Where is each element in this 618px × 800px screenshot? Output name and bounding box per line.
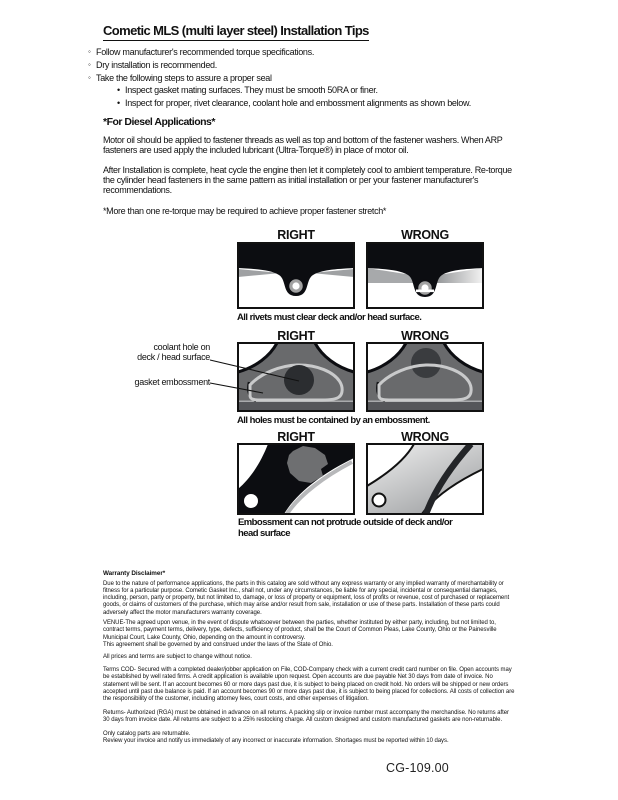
list-item xyxy=(117,84,528,97)
page-code: CG-109.00 xyxy=(386,761,449,775)
fine-print-paragraph: Only catalog parts are returnable. xyxy=(103,730,191,737)
paragraph: Motor oil should be applied to fastener threads as well as top and bottom of the fastener washers. When ARP fasteners are used apply the included lubricant (Ultra-Torque®) in place of motor oil. xyxy=(103,135,503,156)
embossment-inside-deck-illustration xyxy=(237,443,355,515)
gasket-embossment-label: gasket embossment xyxy=(134,377,210,387)
paragraph: *More than one re-torque may be required to achieve proper fastener stretch* xyxy=(103,206,387,217)
rivet-right-diagram xyxy=(237,242,355,309)
list-item xyxy=(88,72,528,85)
embossment-wrong-diagram xyxy=(366,342,484,412)
list-item xyxy=(88,59,528,72)
filled-bullet-icon: • xyxy=(117,98,120,109)
right-label: RIGHT xyxy=(277,329,315,343)
diesel-applications-section xyxy=(103,116,517,226)
warranty-disclaimer-section xyxy=(103,570,517,745)
open-bullet-icon: ◦ xyxy=(88,47,91,56)
fine-print-paragraph: VENUE-The agreed upon venue, in the event of dispute whatsoever between the parties, whether instituted by either party, including, but not limited to, contract terms, payment terms, delivery, type, defects, sufficiency of product, shall be the Court of Common Pleas, Lake County, Ohio or the Painesville Municipal Court, Lake County, Ohio, depending on the amount in controversy. xyxy=(103,620,497,641)
right-label: RIGHT xyxy=(277,228,315,242)
diagram-caption: All rivets must clear deck and/or head surface. xyxy=(237,312,422,323)
diagram-caption: All holes must be contained by an embossment. xyxy=(237,415,430,426)
disclaimer-heading: Warranty Disclaimer* xyxy=(103,570,166,577)
tip-text: Inspect gasket mating surfaces. They must be smooth 50RA or finer. xyxy=(125,85,378,96)
rivet-on-deck-illustration xyxy=(366,242,484,309)
diagram-caption: Embossment can not protrude outside of deck and/or head surface xyxy=(238,517,453,539)
filled-bullet-icon: • xyxy=(117,85,120,96)
open-bullet-icon: ◦ xyxy=(88,72,91,82)
tip-text: Follow manufacturer's recommended torque specifications. xyxy=(96,47,315,57)
right-label: RIGHT xyxy=(277,430,315,444)
tip-text: Dry installation is recommended. xyxy=(96,59,217,70)
wrong-label: WRONG xyxy=(401,329,449,343)
fine-print-paragraph: Returns- Authorized (RGA) must be obtained in advance on all returns. A packing slip or invoice number must accompany the merchandise. No returns after 30 days from invoice date. All returns are subject to a 25% restocking charge. All custom designed and custom manufactured gaskets are non-returnable. xyxy=(103,709,509,723)
wrong-label: WRONG xyxy=(401,228,449,242)
coolant-hole-label: coolant hole on deck / head surface xyxy=(137,342,210,362)
tip-text: Inspect for proper, rivet clearance, coolant hole and embossment alignments as shown below. xyxy=(125,98,471,109)
tip-text: Take the following steps to assure a proper seal xyxy=(96,72,272,83)
installation-tips-list xyxy=(88,46,528,110)
protrude-wrong-diagram xyxy=(366,443,484,515)
fine-print-paragraph: All prices and terms are subject to change without notice. xyxy=(103,653,252,660)
open-bullet-icon: ◦ xyxy=(88,59,91,69)
rivet-clear-deck-illustration xyxy=(237,242,355,309)
section-heading: *For Diesel Applications* xyxy=(103,116,215,128)
protrude-right-diagram xyxy=(237,443,355,515)
embossment-right-diagram xyxy=(237,342,355,412)
rivet-wrong-diagram xyxy=(366,242,484,309)
embossment-protruding-illustration xyxy=(366,443,484,515)
hole-contained-illustration xyxy=(237,342,355,412)
fine-print-paragraph: This agreement shall be governed by and construed under the laws of the State of Ohio. xyxy=(103,641,333,648)
list-item xyxy=(117,97,528,110)
fine-print-paragraph: Due to the nature of performance applications, the parts in this catalog are sold without any express warranty or any implied warranty of merchantability or fitness for a particular purpose. Cometic Gasket Inc., shall not, under any circumstances, be liable for any special, incidental or consequential damages, including, person, party or property, but not limited to, damage, or loss of property or equipment, loss of profits or revenue, cost of purchased or replacement goods, or claims of customers of the purchase, which may arise and/or result from sale, installation or use of these parts. Installation of these parts could adversely affect the motor manufacturers warranty coverage. xyxy=(103,580,510,616)
fine-print-paragraph: Terms COD- Secured with a completed dealer/jobber application on File, COD-Company check with a current credit card number on file. Open accounts may be established by well rated firms. A credit application is available upon request. Open accounts are due payable Net 30 days from date of invoice. No statement will be sent. If an account becomes 60 or more days past due, it is subject to being placed on credit hold. No orders will be shipped or new orders accepted until past due balance is paid. If an account becomes 90 or more days past due, it is subject to being placed for collections. All costs of collection are the responsibility of the customer, including attorney fees, court costs, and other expenses of litigation. xyxy=(103,667,515,703)
list-item xyxy=(88,46,528,59)
wrong-label: WRONG xyxy=(401,430,449,444)
hole-outside-illustration xyxy=(366,342,484,412)
paragraph: After Installation is complete, heat cycle the engine then let it completely cool to ambient temperature. Re-torque the cylinder head fasteners in the same pattern as initial installation or per your fastener manufacturer's recommendations. xyxy=(103,164,512,196)
page-title: Cometic MLS (multi layer steel) Installation Tips xyxy=(103,23,369,41)
fine-print-paragraph: Review your invoice and notify us immediately of any incorrect or inaccurate information. Shortages must be reported within 10 days. xyxy=(103,737,449,744)
